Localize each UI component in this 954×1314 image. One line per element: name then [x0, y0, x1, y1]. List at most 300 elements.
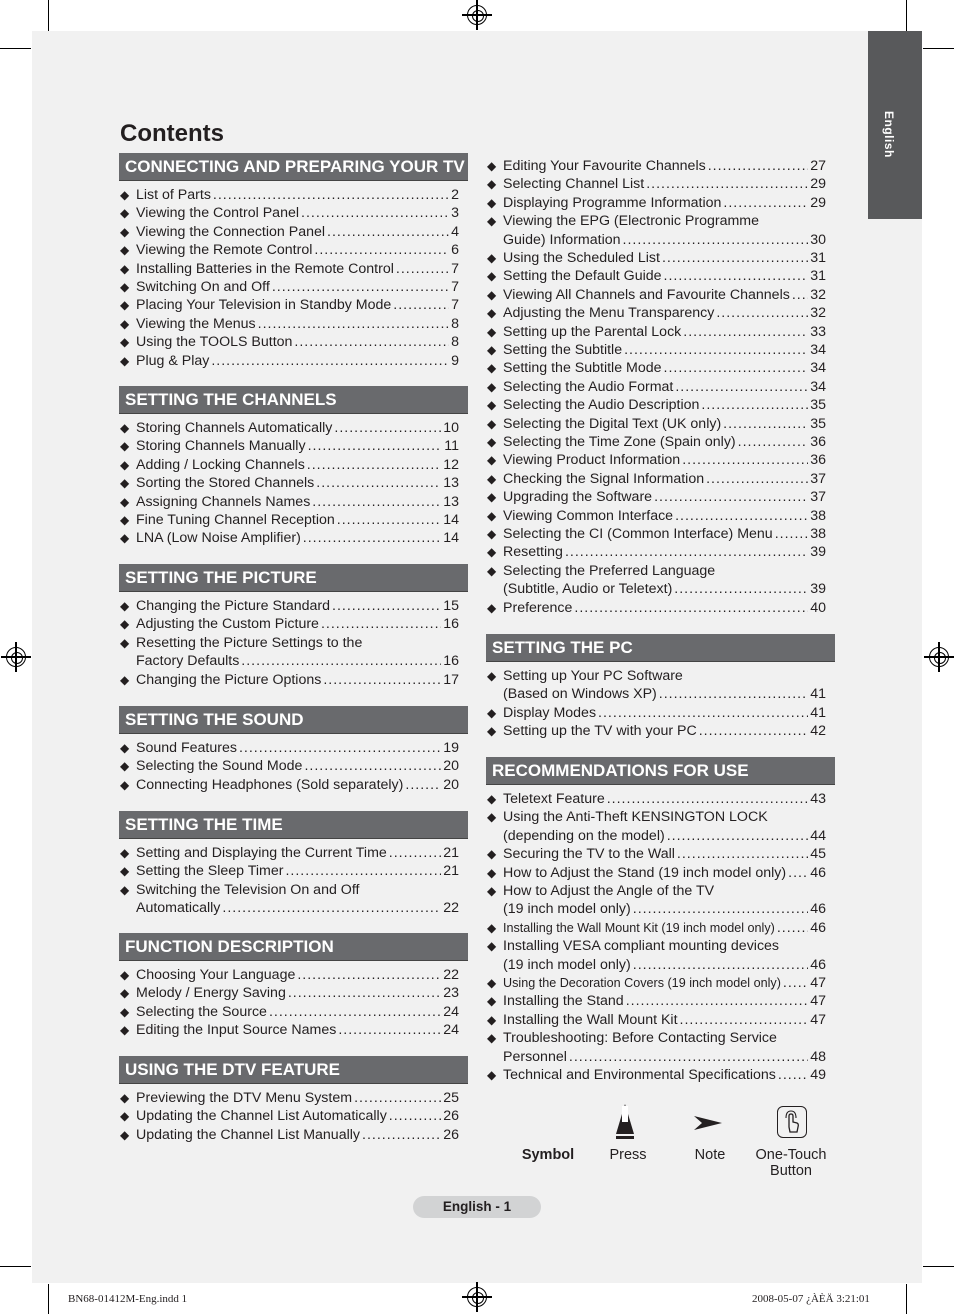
toc-page-number: 46	[810, 864, 826, 881]
toc-page-number: 49	[810, 1067, 826, 1083]
diamond-bullet-icon: ◆	[120, 672, 130, 687]
diamond-bullet-icon: ◆	[120, 513, 130, 527]
toc-entry-text: List of Parts	[136, 187, 211, 203]
toc-entry-text: Using the Decoration Covers (19 inch model only)	[503, 976, 781, 990]
toc-entry-text: Securing the TV to the Wall	[503, 846, 675, 863]
crop-mark	[0, 48, 31, 49]
toc-page-number: 13	[443, 493, 459, 510]
diamond-bullet-icon: ◆	[487, 416, 497, 431]
diamond-bullet-icon: ◆	[120, 261, 130, 276]
diamond-bullet-icon: ◆	[120, 531, 130, 546]
toc-entry	[487, 157, 826, 175]
diamond-bullet-icon: ◆	[120, 206, 130, 221]
toc-entry-text: Updating the Channel List Automatically	[136, 1108, 387, 1125]
toc-entry-text: Installing VESA compliant mounting devices	[503, 938, 780, 955]
toc-entry-text: Teletext Feature	[503, 791, 605, 807]
toc-entry	[120, 352, 459, 370]
toc-page-number: 41	[810, 686, 826, 703]
toc-entry-text: How to Adjust the Angle of the TV	[503, 883, 715, 899]
diamond-bullet-icon: ◆	[120, 476, 130, 491]
toc-page-number: 4	[451, 223, 459, 240]
toc-page-number: 26	[443, 1126, 459, 1143]
toc-entry	[487, 212, 826, 249]
toc-entry	[487, 175, 826, 193]
date-slug: 2008-05-07 ¿ÀÈÄ 3:21:01	[752, 1293, 870, 1305]
diamond-bullet-icon: ◆	[120, 457, 130, 472]
toc-entry	[120, 1021, 459, 1039]
diamond-bullet-icon: ◆	[487, 865, 497, 880]
diamond-bullet-icon: ◆	[120, 188, 130, 202]
diamond-bullet-icon: ◆	[487, 435, 497, 449]
diamond-bullet-icon: ◆	[487, 453, 497, 468]
toc-entry	[120, 315, 459, 333]
one-touch-label-line2: Button	[770, 1163, 812, 1179]
diamond-bullet-icon: ◆	[487, 195, 497, 210]
toc-entry-text: Installing the Stand	[503, 993, 624, 1010]
toc-page-number: 19	[443, 740, 459, 756]
note-label: Note	[694, 1147, 726, 1163]
toc-entry-text: LNA (Low Noise Amplifier)	[136, 530, 301, 547]
diamond-bullet-icon: ◆	[487, 976, 497, 990]
toc-entry-text: Selecting the Time Zone (Spain only)	[503, 434, 736, 450]
toc-entry	[487, 599, 826, 617]
diamond-bullet-icon: ◆	[487, 508, 497, 523]
toc-entry	[487, 808, 826, 845]
diamond-bullet-icon: ◆	[120, 741, 130, 755]
toc-entry-text: Viewing the Connection Panel	[136, 223, 326, 240]
toc-entry-text: Connecting Headphones (Sold separately)	[136, 776, 404, 793]
crop-mark	[906, 1284, 907, 1314]
toc-entry-text: Adjusting the Menu Transparency	[503, 305, 715, 322]
toc-page-number: 16	[443, 616, 459, 633]
diamond-bullet-icon: ◆	[120, 599, 130, 613]
section-header: CONNECTING AND PREPARING YOUR TV	[119, 153, 468, 181]
toc-page-number: 36	[810, 452, 826, 469]
toc-entry	[120, 511, 459, 529]
toc-page-number: 35	[810, 397, 826, 414]
toc-page-number: 10	[443, 420, 459, 436]
press-label: Press	[609, 1147, 647, 1163]
toc-entry	[120, 966, 459, 984]
crop-mark	[48, 0, 49, 31]
diamond-bullet-icon: ◆	[120, 968, 130, 982]
toc-entry	[120, 223, 459, 241]
crop-mark	[0, 1266, 31, 1267]
toc-page-number: 38	[810, 507, 826, 524]
toc-entry	[120, 1003, 459, 1021]
toc-page-number: 20	[443, 758, 459, 775]
toc-page-number: 46	[810, 956, 826, 973]
toc-entry-text: Using the Anti-Theft KENSINGTON LOCK	[503, 809, 768, 826]
toc-page-number: 16	[443, 653, 459, 670]
toc-entry-text: Viewing Common Interface	[503, 507, 674, 524]
one-touch-button-icon	[777, 1106, 807, 1138]
toc-entry	[120, 260, 459, 278]
toc-entry	[487, 267, 826, 285]
toc-page-number: 7	[451, 297, 459, 314]
toc-page-number: 13	[443, 475, 459, 492]
toc-page-number: 45	[810, 846, 826, 863]
diamond-bullet-icon: ◆	[120, 1127, 130, 1142]
toc-entry	[120, 333, 459, 351]
toc-entry-text: Setting and Displaying the Current Time	[136, 845, 387, 861]
toc-entry-text: Selecting Channel List	[503, 176, 645, 193]
toc-entry-text: Editing Your Favourite Channels	[503, 158, 706, 174]
toc-entry-text: Selecting the Audio Description	[503, 397, 700, 414]
toc-entry	[487, 341, 826, 359]
diamond-bullet-icon: ◆	[487, 159, 497, 173]
registration-mark-icon	[6, 647, 26, 667]
diamond-bullet-icon: ◆	[120, 1091, 130, 1105]
toc-entry-text: Displaying Programme Information	[503, 194, 722, 211]
toc-entry-text: Viewing the Control Panel	[136, 205, 299, 222]
toc-page-number: 14	[443, 512, 459, 528]
toc-page-number: 6	[451, 242, 459, 259]
toc-entry-text: Selecting the CI (Common Interface) Menu	[503, 526, 773, 542]
toc-entry-text: Storing Channels Automatically	[136, 420, 333, 436]
toc-entry	[487, 974, 826, 992]
toc-entry-text-cont: (19 inch model only)	[503, 901, 631, 918]
toc-entry	[120, 456, 459, 474]
diamond-bullet-icon: ◆	[487, 343, 497, 357]
toc-page-number: 34	[810, 360, 826, 377]
toc-page-number: 15	[443, 598, 459, 614]
toc-entry-text: Sound Features	[136, 740, 237, 756]
diamond-bullet-icon: ◆	[120, 243, 130, 258]
toc-page-number: 22	[443, 900, 459, 917]
toc-page-number: 31	[810, 250, 826, 266]
toc-entry	[120, 1089, 459, 1107]
toc-page-number: 37	[810, 470, 826, 487]
toc-entry-text: Choosing Your Language	[136, 967, 296, 983]
toc-entry	[487, 1011, 826, 1029]
diamond-bullet-icon: ◆	[120, 1109, 130, 1124]
toc-page-number: 26	[443, 1108, 459, 1125]
toc-entry-text: Upgrading the Software	[503, 489, 653, 506]
diamond-bullet-icon: ◆	[487, 1068, 497, 1082]
toc-page-number: 36	[810, 434, 826, 450]
toc-entry	[487, 882, 826, 919]
toc-entry-text: Selecting the Preferred Language	[503, 562, 716, 579]
toc-page-number: 37	[810, 489, 826, 506]
toc-entry-text: Viewing the EPG (Electronic Programme	[503, 213, 760, 230]
toc-page-number: 46	[810, 919, 826, 936]
toc-entry	[487, 1029, 826, 1066]
toc-entry	[487, 919, 826, 937]
diamond-bullet-icon: ◆	[487, 847, 497, 862]
toc-entry-text: Switching the Television On and Off	[136, 881, 360, 898]
toc-entry	[120, 634, 459, 671]
toc-entry	[487, 286, 826, 304]
symbol-label: Symbol	[521, 1147, 575, 1163]
toc-entry-text: Selecting the Source	[136, 1003, 267, 1020]
section-header: SETTING THE SOUND	[119, 706, 468, 734]
toc-entry-text: Storing Channels Manually	[136, 438, 306, 455]
toc-entry-text: How to Adjust the Stand (19 inch model only)	[503, 864, 787, 881]
toc-page-number: 22	[443, 967, 459, 983]
diamond-bullet-icon: ◆	[487, 471, 497, 486]
toc-entry	[120, 739, 459, 757]
diamond-bullet-icon: ◆	[120, 439, 130, 454]
toc-entry-text: Viewing Product Information	[503, 452, 681, 469]
crop-mark	[923, 1266, 954, 1267]
toc-entry	[120, 437, 459, 455]
language-side-tab	[868, 31, 922, 219]
toc-entry-text: Adjusting the Custom Picture	[136, 616, 319, 633]
toc-entry-text: Preference	[503, 599, 573, 616]
toc-entry-text-cont: Factory Defaults	[136, 653, 240, 670]
toc-page-number: 39	[810, 581, 826, 598]
toc-entry	[120, 597, 459, 615]
toc-entry	[487, 937, 826, 974]
diamond-bullet-icon: ◆	[120, 421, 130, 435]
toc-entry-text: Installing the Wall Mount Kit (19 inch model only)	[503, 920, 775, 935]
diamond-bullet-icon: ◆	[487, 306, 497, 321]
toc-entry	[487, 396, 826, 414]
toc-page-number: 12	[443, 456, 459, 473]
toc-entry	[487, 667, 826, 704]
one-touch-label	[748, 1147, 834, 1179]
toc-page-number: 47	[810, 993, 826, 1010]
toc-entry	[487, 543, 826, 561]
registration-mark-icon	[467, 1287, 487, 1307]
toc-entry-text: Melody / Energy Saving	[136, 985, 286, 1002]
toc-entry-text-cont: (Based on Windows XP)	[503, 686, 657, 703]
toc-entry-text: Editing the Input Source Names	[136, 1022, 337, 1039]
toc-entry	[120, 776, 459, 794]
diamond-bullet-icon: ◆	[487, 545, 497, 560]
toc-entry-text: Switching On and Off	[136, 279, 270, 295]
diamond-bullet-icon: ◆	[487, 361, 497, 376]
toc-entry-text: Using the Scheduled List	[503, 250, 660, 266]
toc-entry-text-cont: (19 inch model only)	[503, 956, 631, 973]
toc-page-number: 32	[810, 305, 826, 322]
diamond-bullet-icon: ◆	[120, 224, 130, 239]
page-title: Contents	[120, 120, 224, 147]
diamond-bullet-icon: ◆	[120, 335, 130, 350]
toc-page-number: 24	[443, 1003, 459, 1020]
toc-page-number: 3	[451, 205, 459, 222]
diamond-bullet-icon: ◆	[487, 994, 497, 1009]
toc-page-number: 47	[810, 975, 826, 991]
toc-entry-text-cont: Personnel	[503, 1048, 567, 1065]
registration-mark-icon	[467, 5, 487, 25]
toc-entry	[487, 304, 826, 322]
section-header: SETTING THE TIME	[119, 811, 468, 839]
toc-entry-text: Resetting	[503, 544, 563, 561]
toc-entry	[487, 470, 826, 488]
toc-page-number: 41	[810, 704, 826, 721]
crop-mark	[906, 0, 907, 31]
toc-page-number: 43	[810, 791, 826, 807]
toc-entry	[487, 488, 826, 506]
toc-page-number: 35	[810, 415, 826, 432]
registration-mark-icon	[929, 647, 949, 667]
toc-page-number: 14	[443, 530, 459, 547]
toc-entry-text: Setting the Sleep Timer	[136, 863, 284, 880]
diamond-bullet-icon: ◆	[487, 920, 497, 935]
toc-entry	[120, 844, 459, 862]
toc-page-number: 7	[451, 260, 459, 277]
crop-mark	[923, 48, 954, 49]
note-arrow-icon	[692, 1114, 724, 1132]
toc-page-number: 21	[443, 863, 459, 880]
toc-entry-text-cont: Automatically	[136, 900, 221, 917]
diamond-bullet-icon: ◆	[487, 884, 497, 898]
toc-entry-text: Changing the Picture Standard	[136, 598, 331, 614]
diamond-bullet-icon: ◆	[120, 986, 130, 1001]
diamond-bullet-icon: ◆	[487, 324, 497, 339]
diamond-bullet-icon: ◆	[120, 759, 130, 774]
diamond-bullet-icon: ◆	[120, 882, 130, 897]
toc-entry-text: Viewing the Menus	[136, 315, 256, 332]
toc-entry	[120, 1126, 459, 1144]
diamond-bullet-icon: ◆	[487, 527, 497, 541]
toc-entry	[120, 186, 459, 204]
section-header: USING THE DTV FEATURE	[119, 1056, 468, 1084]
toc-entry	[120, 241, 459, 259]
toc-entry-text: Previewing the DTV Menu System	[136, 1090, 353, 1106]
toc-entry	[487, 433, 826, 451]
diamond-bullet-icon: ◆	[487, 939, 497, 954]
diamond-bullet-icon: ◆	[120, 635, 130, 650]
toc-page-number: 29	[810, 176, 826, 193]
toc-entry-text: Technical and Environmental Specifications	[503, 1067, 776, 1083]
toc-entry-text: Checking the Signal Information	[503, 470, 705, 487]
toc-entry-text: Setting the Subtitle	[503, 342, 623, 358]
toc-entry	[487, 194, 826, 212]
toc-entry-text: Troubleshooting: Before Contacting Service	[503, 1030, 777, 1047]
diamond-bullet-icon: ◆	[487, 251, 497, 265]
toc-entry	[487, 562, 826, 599]
toc-page-number: 46	[810, 901, 826, 918]
toc-page-number: 27	[810, 158, 826, 174]
toc-entry	[120, 529, 459, 547]
toc-entry-text-cont: (Subtitle, Audio or Teletext)	[503, 581, 673, 598]
diamond-bullet-icon: ◆	[120, 846, 130, 860]
toc-page-number: 39	[810, 544, 826, 561]
toc-entry-text: Viewing the Remote Control	[136, 242, 313, 259]
diamond-bullet-icon: ◆	[487, 600, 497, 615]
section-header: RECOMMENDATIONS FOR USE	[486, 757, 835, 785]
toc-entry	[487, 722, 826, 740]
toc-entry-text: Changing the Picture Options	[136, 671, 322, 688]
toc-entry-text-cont: Guide) Information	[503, 231, 621, 248]
toc-entry	[487, 451, 826, 469]
toc-entry	[487, 507, 826, 525]
toc-entry	[487, 323, 826, 341]
toc-entry	[487, 992, 826, 1010]
one-touch-label-line1: One-Touch	[755, 1147, 827, 1163]
crop-mark	[48, 1284, 49, 1314]
toc-entry	[487, 790, 826, 808]
toc-entry-text: Placing Your Television in Standby Mode	[136, 297, 392, 314]
toc-entry-text: Assigning Channels Names	[136, 493, 311, 510]
diamond-bullet-icon: ◆	[120, 280, 130, 294]
toc-page-number: 25	[443, 1090, 459, 1106]
toc-page-number: 17	[443, 671, 459, 688]
diamond-bullet-icon: ◆	[120, 298, 130, 313]
toc-entry-text: Setting up the Parental Lock	[503, 323, 682, 340]
toc-entry-text: Setting up Your PC Software	[503, 668, 683, 684]
toc-entry	[487, 864, 826, 882]
toc-entry	[120, 474, 459, 492]
toc-page-number: 20	[443, 776, 459, 793]
diamond-bullet-icon: ◆	[120, 1004, 130, 1019]
toc-entry-text: Sorting the Stored Channels	[136, 475, 315, 492]
diamond-bullet-icon: ◆	[487, 792, 497, 806]
toc-entry-text: Viewing All Channels and Favourite Channels	[503, 286, 790, 303]
toc-entry-text: Fine Tuning Channel Reception	[136, 512, 335, 528]
diamond-bullet-icon: ◆	[120, 353, 130, 368]
toc-entry-text-cont: (depending on the model)	[503, 827, 665, 844]
toc-page-number: 33	[810, 323, 826, 340]
toc-entry	[487, 1066, 826, 1084]
toc-page-number: 42	[810, 723, 826, 740]
side-tab-label: English	[882, 111, 896, 158]
toc-page-number: 31	[810, 268, 826, 285]
diamond-bullet-icon: ◆	[487, 1012, 497, 1027]
toc-entry	[120, 1107, 459, 1125]
diamond-bullet-icon: ◆	[487, 398, 497, 413]
toc-entry	[120, 493, 459, 511]
toc-page-number: 8	[451, 334, 459, 351]
toc-page-number: 30	[810, 231, 826, 248]
diamond-bullet-icon: ◆	[487, 563, 497, 578]
toc-entry	[487, 359, 826, 377]
section-header: SETTING THE PICTURE	[119, 564, 468, 592]
toc-entry-text: Selecting the Digital Text (UK only)	[503, 415, 722, 432]
toc-entry-text: Adding / Locking Channels	[136, 456, 305, 473]
toc-page-number: 38	[810, 526, 826, 542]
toc-entry-text: Updating the Channel List Manually	[136, 1126, 360, 1143]
toc-page-number: 11	[444, 438, 459, 455]
diamond-bullet-icon: ◆	[120, 494, 130, 509]
toc-entry-text: Installing the Wall Mount Kit	[503, 1011, 678, 1028]
toc-entry	[487, 845, 826, 863]
diamond-bullet-icon: ◆	[120, 864, 130, 879]
toc-page-number: 2	[451, 187, 459, 203]
toc-entry-text: Display Modes	[503, 704, 597, 721]
diamond-bullet-icon: ◆	[487, 1031, 497, 1046]
toc-entry-text: Installing Batteries in the Remote Control	[136, 260, 394, 277]
toc-entry-text: Setting the Subtitle Mode	[503, 360, 662, 377]
toc-page-number: 8	[451, 315, 459, 332]
section-header: SETTING THE PC	[486, 634, 835, 662]
diamond-bullet-icon: ◆	[120, 617, 130, 632]
section-header: SETTING THE CHANNELS	[119, 386, 468, 414]
diamond-bullet-icon: ◆	[487, 669, 497, 683]
page-number-badge: English - 1	[413, 1196, 541, 1218]
toc-entry	[120, 204, 459, 222]
toc-page-number: 7	[451, 279, 459, 295]
diamond-bullet-icon: ◆	[487, 810, 497, 825]
diamond-bullet-icon: ◆	[487, 379, 497, 394]
toc-page-number: 24	[443, 1022, 459, 1039]
toc-entry	[487, 415, 826, 433]
diamond-bullet-icon: ◆	[487, 177, 497, 192]
toc-entry-text: Setting the Default Guide	[503, 268, 662, 285]
toc-entry	[120, 615, 459, 633]
toc-entry	[120, 757, 459, 775]
diamond-bullet-icon: ◆	[487, 490, 497, 505]
diamond-bullet-icon: ◆	[487, 724, 497, 739]
toc-page-number: 23	[443, 985, 459, 1002]
toc-entry	[120, 278, 459, 296]
toc-entry	[120, 419, 459, 437]
toc-page-number: 48	[810, 1048, 826, 1065]
toc-entry-text: Selecting the Audio Format	[503, 378, 674, 395]
